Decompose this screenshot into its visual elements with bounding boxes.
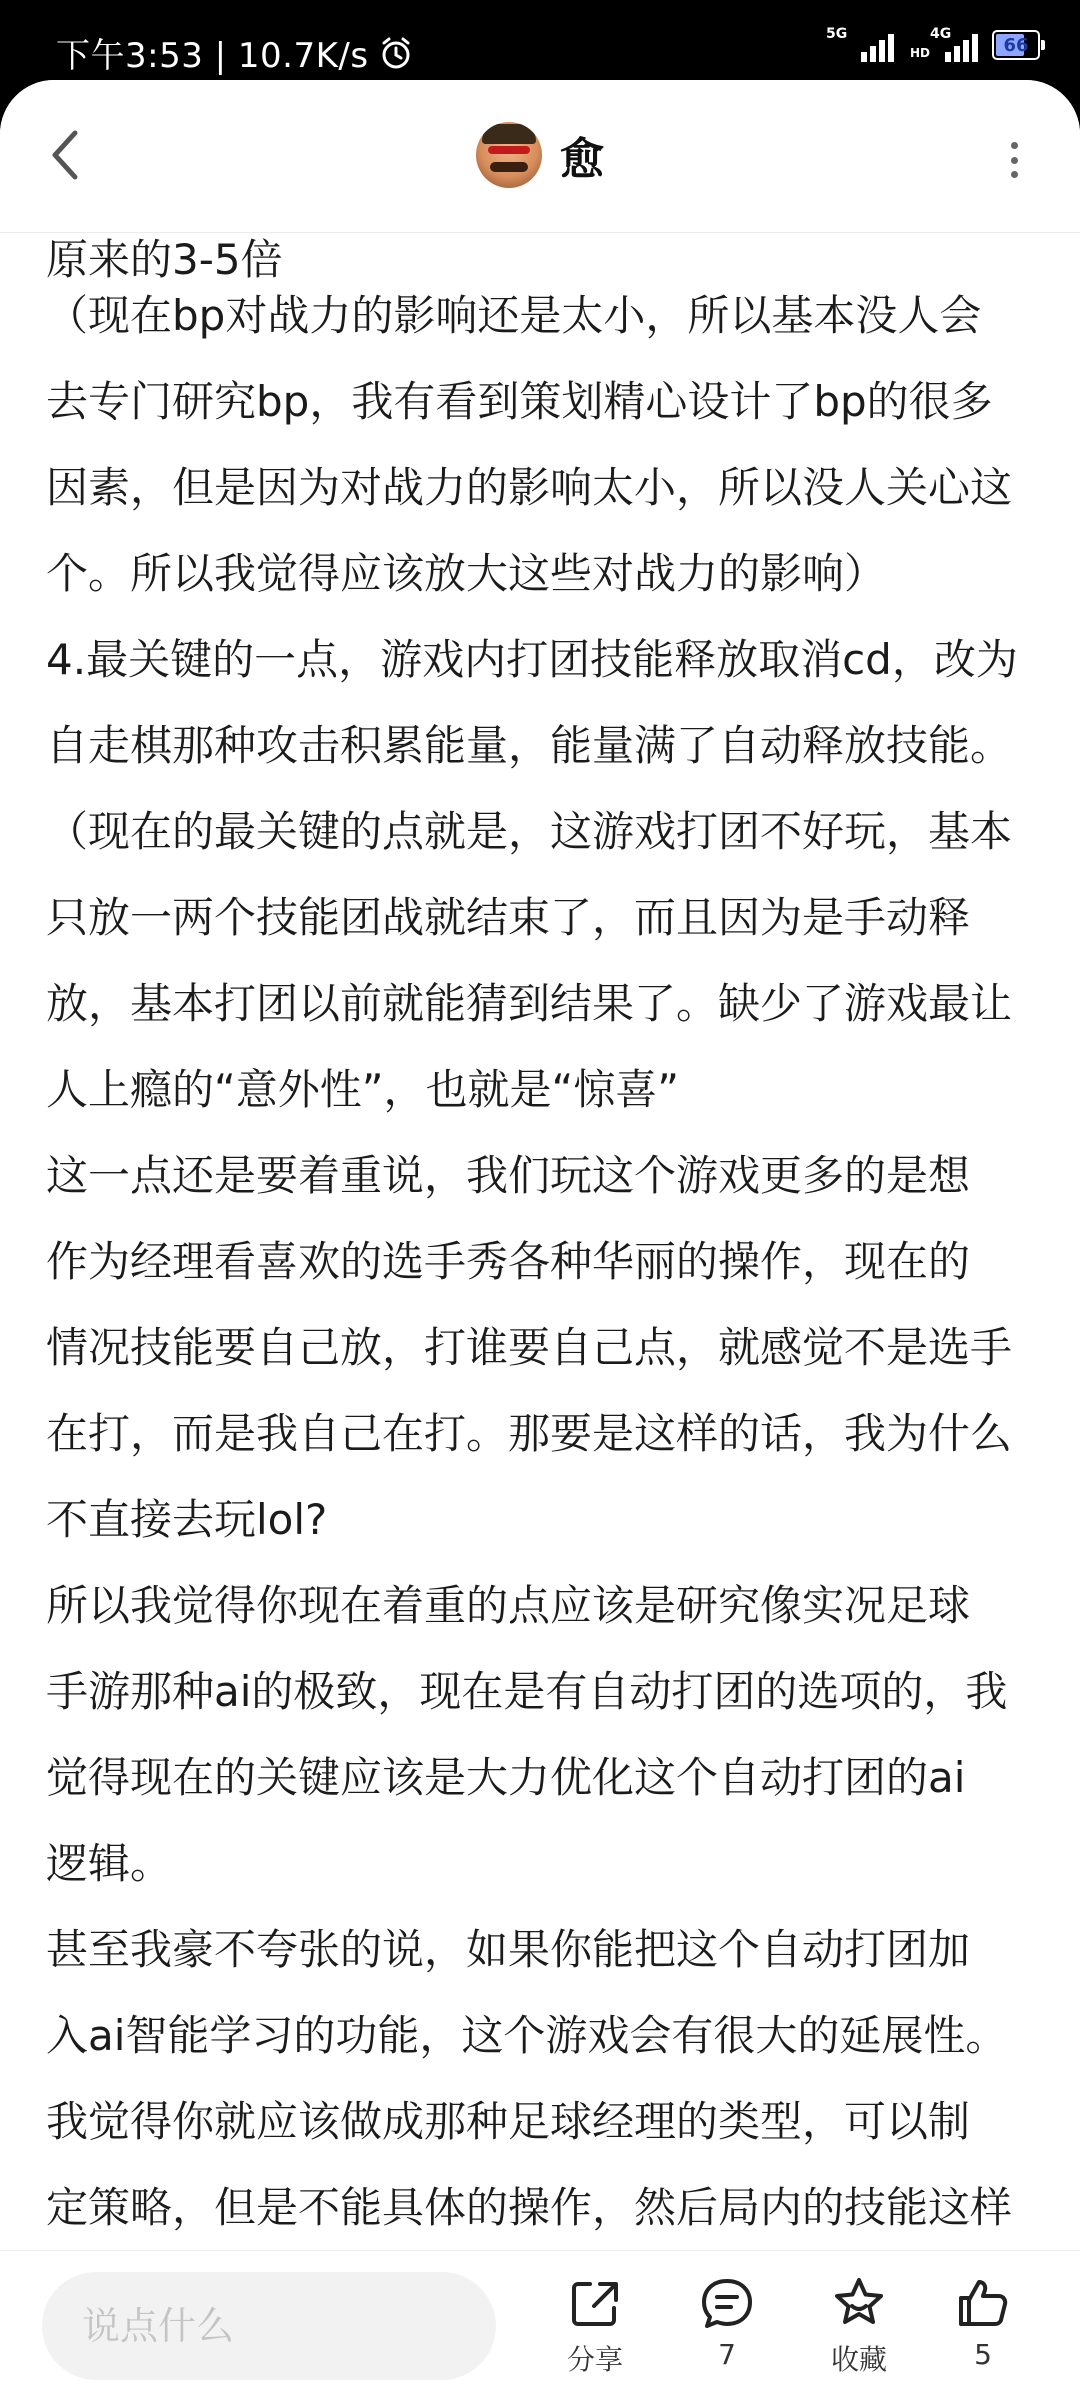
comment-input[interactable]	[42, 2272, 496, 2380]
signal-5g-icon: 5G	[824, 26, 894, 64]
content-line: 甚至我豪不夸张的说，如果你能把这个自动打团加	[46, 1925, 971, 1974]
more-options-button[interactable]	[1004, 142, 1024, 178]
favorite-button[interactable]	[799, 2250, 919, 2400]
header-title-group	[0, 122, 1080, 188]
content-line: 逻辑。	[46, 1839, 173, 1888]
content-line: 所以我觉得你现在着重的点应该是研究像实况足球	[46, 1581, 971, 1630]
comment-button[interactable]	[667, 2250, 787, 2400]
top-header	[0, 80, 1080, 233]
content-line: 手游那种ai的极致，现在是有自动打团的选项的，我	[46, 1667, 1008, 1716]
content-line: 入ai智能学习的功能，这个游戏会有很大的延展性。	[46, 2011, 1008, 2060]
like-button[interactable]	[923, 2250, 1043, 2400]
status-bar	[0, 0, 1080, 82]
content-line: 只放一两个技能团战就结束了，而且因为是手动释	[46, 893, 971, 942]
share-button[interactable]	[535, 2250, 655, 2400]
content-line: 不直接去玩lol?	[46, 1495, 328, 1544]
comment-icon	[699, 2276, 755, 2330]
content-line: 人上瘾的“意外性”，也就是“惊喜”	[46, 1065, 680, 1114]
status-left	[56, 28, 413, 77]
content-line: 原来的3-5倍	[46, 235, 283, 284]
content-line: （现在bp对战力的影响还是太小，所以基本没人会	[46, 291, 982, 340]
share-label: 分享	[566, 2343, 623, 2376]
favorite-label: 收藏	[830, 2343, 887, 2376]
content-line: 我觉得你就应该做成那种足球经理的类型，可以制	[46, 2097, 971, 2146]
content-line: （现在的最关键的点就是，这游戏打团不好玩，基本	[46, 807, 1013, 856]
signal-4g-icon: 4G HD	[908, 26, 978, 64]
content-line: 4.最关键的一点，游戏内打团技能释放取消cd，改为	[46, 635, 1018, 684]
content-line: 作为经理看喜欢的选手秀各种华丽的操作，现在的	[46, 1237, 971, 1286]
like-count: 5	[974, 2338, 992, 2371]
avatar[interactable]	[476, 122, 542, 188]
share-icon	[568, 2276, 622, 2330]
content-line: 去专门研究bp，我有看到策划精心设计了bp的很多	[46, 377, 993, 426]
content-line: 在打，而是我自己在打。那要是这样的话，我为什么	[46, 1409, 1013, 1458]
content-line: 个。所以我觉得应该放大这些对战力的影响）	[46, 549, 887, 598]
status-right	[824, 26, 1040, 64]
content-line: 定策略，但是不能具体的操作，然后局内的技能这样	[46, 2183, 1013, 2232]
thumbs-up-icon	[955, 2276, 1011, 2330]
status-time-network: 下午3:53 | 10.7K/s	[56, 36, 369, 76]
more-dot-icon	[1011, 171, 1018, 178]
content-line: 情况技能要自己放，打谁要自己点，就感觉不是选手	[46, 1323, 1013, 1372]
alarm-icon	[379, 36, 413, 70]
star-icon	[831, 2276, 887, 2330]
content-line: 觉得现在的关键应该是大力优化这个自动打团的ai	[46, 1753, 966, 1802]
more-dot-icon	[1011, 157, 1018, 164]
page-title: 愈	[560, 134, 604, 185]
content-line: 这一点还是要着重说，我们玩这个游戏更多的是想	[46, 1151, 971, 1200]
battery-icon: 66	[992, 30, 1040, 60]
post-sheet	[0, 80, 1080, 2400]
content-line: 放，基本打团以前就能猜到结果了。缺少了游戏最让	[46, 979, 1013, 1028]
content-line: 因素，但是因为对战力的影响太小，所以没人关心这	[46, 463, 1013, 512]
post-content	[0, 233, 1080, 2333]
content-line: 自走棋那种攻击积累能量，能量满了自动释放技能。	[46, 721, 1013, 770]
more-dot-icon	[1011, 142, 1018, 149]
comment-count: 7	[718, 2338, 736, 2371]
